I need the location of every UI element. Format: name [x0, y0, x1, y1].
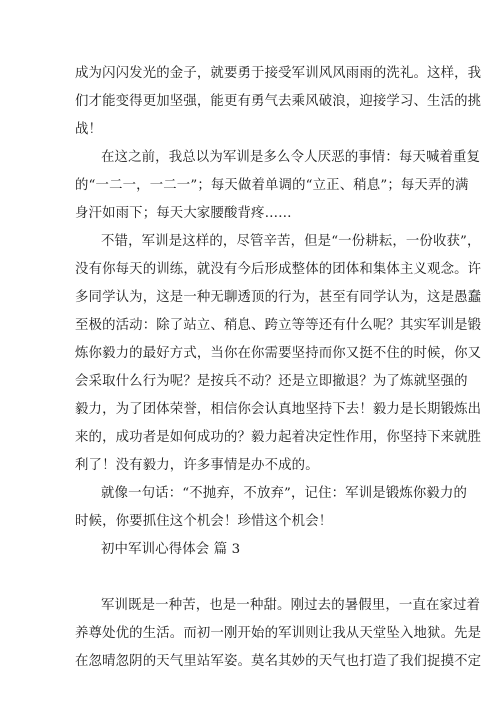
text-line: 来的，成功者是如何成功的？毅力起着决定性作用，你坚持下来就胜 — [75, 430, 482, 445]
text-line: 炼你毅力的最好方式，当你在你需要坚持而你又挺不住的时候，你又 — [75, 346, 482, 361]
text-line: 至极的活动：除了站立、稍息、跨立等等还有什么呢？其实军训是锻 — [75, 318, 482, 333]
paragraph-start-line: 就像一句话：“不抛弃，不放弃”，记住：军训是锻炼你毅力的 — [101, 486, 468, 501]
paragraph-start-line: 在这之前，我总以为军训是多么令人厌恶的事情：每天喊着重复 — [101, 150, 481, 165]
text-line: 多同学认为，这是一种无聊透顶的行为，甚至有同学认为，这是愚蠢 — [75, 290, 482, 305]
text-line: 的“一二一，一二一”；每天做着单调的“立正、稍息”；每天弄的满 — [75, 178, 469, 193]
paragraph-start-line: 军训既是一种苦，也是一种甜。刚过去的暑假里，一直在家过着 — [101, 598, 481, 613]
text-line: 没有你每天的训练，就没有今后形成整体的团体和集体主义观念。许 — [75, 262, 482, 277]
text-line: 会采取什么行为呢？是按兵不动？还是立即撤退？为了炼就坚强的 — [75, 374, 468, 389]
text-line: 战！ — [75, 122, 103, 137]
paragraph-start-line: 不错，军训是这样的，尽管辛苦，但是“一份耕耘，一份收获”， — [101, 234, 481, 249]
text-line: 毅力，为了团体荣誉，相信你会认真地坚持下去！毅力是长期锻炼出 — [75, 402, 482, 417]
text-line: 利了！没有毅力，许多事情是办不成的。 — [75, 458, 319, 473]
text-line: 时候，你要抓住这个机会！珍惜这个机会！ — [75, 514, 333, 529]
text-line: 成为闪闪发光的金子，就要勇于接受军训风风雨雨的洗礼。这样，我 — [75, 66, 482, 81]
text-line: 在忽晴忽阴的天气里站军姿。莫名其妙的天气也打造了我们捉摸不定 — [75, 654, 482, 669]
text-line: 养尊处优的生活。而初一刚开始的军训则让我从天堂坠入地狱。先是 — [75, 626, 482, 641]
text-line: 身汗如雨下；每天大家腰酸背疼…… — [75, 206, 292, 221]
section-heading: 初中军训心得体会 篇 3 — [101, 542, 241, 557]
text-line: 们才能变得更加坚强，能更有勇气去乘风破浪，迎接学习、生活的挑 — [75, 94, 482, 109]
